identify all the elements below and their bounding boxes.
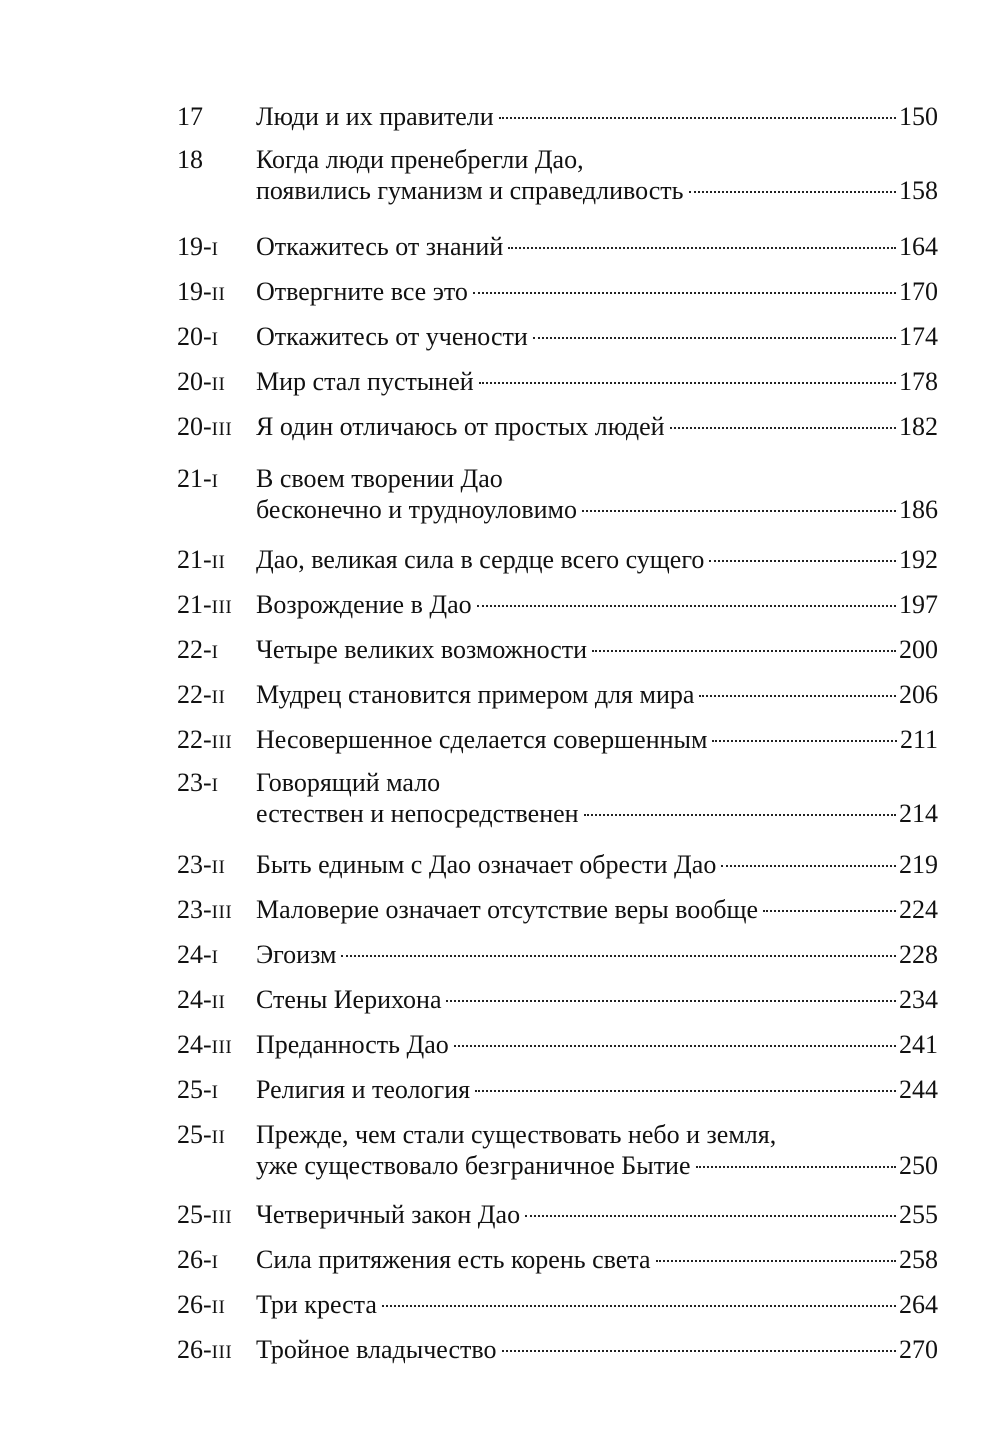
chapter-number-main: 26- [177,1335,212,1364]
entry-title-line: Три креста [256,1290,377,1319]
entry-title-with-page [256,940,938,970]
entry-title-line: Люди и их правители [256,102,494,131]
chapter-part-roman: I [211,642,219,663]
toc-entry[interactable] [0,850,1000,881]
chapter-number [177,464,219,497]
toc-entry[interactable] [0,1075,1000,1106]
entry-title-line: Когда люди пренебрегли Дао, [256,145,584,174]
dot-leader [473,291,896,294]
chapter-number [177,145,203,175]
toc-entry[interactable] [0,590,1000,621]
entry-title-with-page [256,322,938,352]
toc-entry[interactable] [0,102,1000,133]
entry-title-line: Прежде, чем стали существовать небо и земля, [256,1120,777,1149]
entry-title-line: Четыре великих возможности [256,635,588,664]
dot-leader [689,190,896,193]
chapter-number-main: 23- [177,850,212,879]
chapter-number [177,1120,225,1153]
chapter-number [177,895,232,928]
chapter-number [177,277,225,310]
chapter-part-roman: I [211,775,219,796]
chapter-number [177,1200,232,1233]
chapter-number [177,232,219,265]
chapter-part-roman: I [211,471,219,492]
dot-leader [446,999,896,1002]
page-number: 170 [899,277,938,306]
dot-leader [699,694,896,697]
chapter-number [177,635,219,668]
chapter-number [177,985,225,1018]
chapter-number-main: 22- [177,680,212,709]
chapter-number-main: 20- [177,367,212,396]
dot-leader [341,954,896,957]
entry-title-line: Быть единым с Дао означает обрести Дао [256,850,717,879]
toc-entry[interactable] [0,1290,1000,1321]
page-number: 158 [899,176,938,205]
chapter-part-roman: II [211,374,226,395]
page-number: 219 [899,850,938,879]
entry-title-with-page [256,680,938,710]
chapter-number [177,1075,219,1108]
entry-title-line: естествен и непосредственен [256,799,579,828]
chapter-part-roman: III [211,597,233,618]
chapter-number [177,545,225,578]
entry-title-line: Говорящий мало [256,768,441,797]
entry-title-line: Несовершенное сделается совершенным [256,725,708,754]
toc-entry[interactable] [0,232,1000,263]
chapter-number [177,1030,232,1063]
chapter-part-roman: II [211,687,226,708]
chapter-number-main: 25- [177,1200,212,1229]
dot-leader [502,1349,897,1352]
page-number: 255 [899,1200,938,1229]
toc-entry[interactable] [0,464,1000,526]
chapter-part-roman: II [211,992,226,1013]
entry-title-with-page [256,590,938,620]
chapter-part-roman: II [211,1297,226,1318]
toc-entry[interactable] [0,277,1000,308]
toc-entry[interactable] [0,322,1000,353]
chapter-number-main: 23- [177,768,212,797]
chapter-number-main: 23- [177,895,212,924]
toc-entry[interactable] [0,545,1000,576]
page-number: 244 [899,1075,938,1104]
page-number: 211 [899,725,938,754]
toc-entry[interactable] [0,985,1000,1016]
entry-title-with-page [256,545,938,575]
entry-title-line: Откажитесь от знаний [256,232,504,261]
toc-entry[interactable] [0,635,1000,666]
chapter-number-main: 24- [177,1030,212,1059]
chapter-number-main: 24- [177,985,212,1014]
chapter-part-roman: I [211,329,219,350]
chapter-part-roman: I [211,947,219,968]
entry-title-with-page [256,176,938,206]
toc-entry[interactable] [0,940,1000,971]
chapter-number-main: 20- [177,412,212,441]
chapter-number [177,725,232,758]
toc-entry[interactable] [0,680,1000,711]
dot-leader [475,1089,896,1092]
entry-title-with-page [256,277,938,307]
dot-leader [479,381,896,384]
dot-leader [382,1304,896,1307]
entry-title-line: Эгоизм [256,940,337,969]
page-number: 241 [899,1030,938,1059]
entry-title-with-page [256,985,938,1015]
chapter-part-roman: I [211,1082,219,1103]
entry-title-line: В своем творении Дао [256,464,503,493]
entry-title-with-page [256,1030,938,1060]
entry-title-with-page [256,1075,938,1105]
dot-leader [454,1044,896,1047]
entry-title-line: Дао, великая сила в сердце всего сущего [256,545,705,574]
dot-leader [499,116,896,119]
chapter-number-main: 21- [177,545,212,574]
dot-leader [696,1165,896,1168]
page-number: 197 [899,590,938,619]
entry-title-line: появились гуманизм и справедливость [256,176,684,205]
page-number: 214 [899,799,938,828]
chapter-part-roman: II [211,284,226,305]
dot-leader [525,1214,896,1217]
entry-title-with-page [256,725,938,755]
entry-title-line: Четверичный закон Дао [256,1200,521,1229]
entry-title-line: Маловерие означает отсутствие веры вообще [256,895,759,924]
chapter-number-main: 20- [177,322,212,351]
chapter-number-main: 26- [177,1290,212,1319]
page-number: 270 [899,1335,938,1364]
chapter-number [177,412,232,445]
toc-entry[interactable] [0,1030,1000,1061]
page-number: 186 [899,495,938,524]
toc-entry[interactable] [0,1200,1000,1231]
page-number: 258 [899,1245,938,1274]
toc-entry[interactable] [0,367,1000,398]
entry-title-with-page [256,232,938,262]
entry-title-line: Мир стал пустыней [256,367,474,396]
page-number: 182 [899,412,938,441]
page-number: 224 [899,895,938,924]
page-number: 206 [899,680,938,709]
chapter-number [177,1335,232,1368]
page-number: 228 [899,940,938,969]
page-number: 234 [899,985,938,1014]
chapter-number [177,680,225,713]
toc-entry[interactable] [0,1335,1000,1366]
page-number: 192 [899,545,938,574]
page-number: 174 [899,322,938,351]
chapter-number-main: 18 [177,145,203,174]
dot-leader [477,604,896,607]
dot-leader [533,336,896,339]
chapter-number [177,940,219,973]
chapter-number-main: 19- [177,277,212,306]
chapter-part-roman: III [211,902,233,923]
toc-entry[interactable] [0,895,1000,926]
entry-title-line: бесконечно и трудноуловимо [256,495,577,524]
entry-title-line: Стены Иерихона [256,985,442,1014]
chapter-number-main: 19- [177,232,212,261]
entry-title-with-page [256,412,938,442]
dot-leader [670,426,896,429]
chapter-number [177,768,219,801]
entry-title-line: Преданность Дао [256,1030,449,1059]
entry-title-line: Тройное владычество [256,1335,497,1364]
chapter-number-main: 25- [177,1075,212,1104]
page-number: 150 [899,102,938,131]
chapter-part-roman: III [211,1037,233,1058]
entry-title-with-page [256,1290,938,1320]
chapter-number [177,590,232,623]
chapter-number [177,1290,225,1323]
entry-title-line: Откажитесь от учености [256,322,528,351]
chapter-number [177,322,219,355]
entry-title-line: Мудрец становится примером для мира [256,680,695,709]
chapter-number-main: 22- [177,635,212,664]
entry-title-line: Отвергните все это [256,277,468,306]
chapter-number-main: 26- [177,1245,212,1274]
chapter-number [177,850,225,883]
dot-leader [763,909,896,912]
chapter-number [177,1245,219,1278]
chapter-part-roman: III [211,1342,233,1363]
toc-entry[interactable] [0,412,1000,443]
page-number: 200 [899,635,938,664]
dot-leader [508,246,896,249]
entry-title-with-page [256,495,938,525]
dot-leader [656,1259,896,1262]
dot-leader [584,813,896,816]
toc-entry[interactable] [0,1245,1000,1276]
chapter-part-roman: I [211,1252,219,1273]
page-number: 250 [899,1151,938,1180]
entry-title-with-page [256,850,938,880]
chapter-part-roman: III [211,732,233,753]
toc-entry[interactable] [0,725,1000,756]
entry-title-line: Сила притяжения есть корень света [256,1245,651,1274]
chapter-part-roman: II [211,552,226,573]
entry-title-with-page [256,1200,938,1230]
chapter-number [177,367,225,400]
dot-leader [592,649,896,652]
entry-title-with-page [256,635,938,665]
chapter-part-roman: II [211,857,226,878]
chapter-number-main: 21- [177,464,212,493]
entry-title-with-page [256,895,938,925]
entry-title-with-page [256,367,938,397]
dot-leader [709,559,896,562]
toc-entry[interactable] [0,145,1000,207]
entry-title-line: Религия и теология [256,1075,471,1104]
chapter-part-roman: III [211,1207,233,1228]
entry-title-with-page [256,1245,938,1275]
page-number: 164 [899,232,938,261]
chapter-number-main: 22- [177,725,212,754]
dot-leader [582,509,896,512]
entry-title-with-page [256,1151,938,1181]
entry-title-line: уже существовало безграничное Бытие [256,1151,691,1180]
chapter-number-main: 21- [177,590,212,619]
entry-title-line: Я один отличаюсь от простых людей [256,412,665,441]
entry-title-with-page [256,102,938,132]
chapter-number [177,102,203,132]
chapter-number-main: 25- [177,1120,212,1149]
entry-title-with-page [256,799,938,829]
chapter-part-roman: II [211,1127,226,1148]
toc-entry[interactable] [0,768,1000,830]
entry-title-line: Возрождение в Дао [256,590,472,619]
chapter-part-roman: III [211,419,233,440]
entry-title-with-page [256,1335,938,1365]
page-number: 178 [899,367,938,396]
chapter-number-main: 17 [177,102,203,131]
page-number: 264 [899,1290,938,1319]
dot-leader [712,739,896,742]
chapter-part-roman: I [211,239,219,260]
toc-entry[interactable] [0,1120,1000,1182]
dot-leader [721,864,896,867]
chapter-number-main: 24- [177,940,212,969]
